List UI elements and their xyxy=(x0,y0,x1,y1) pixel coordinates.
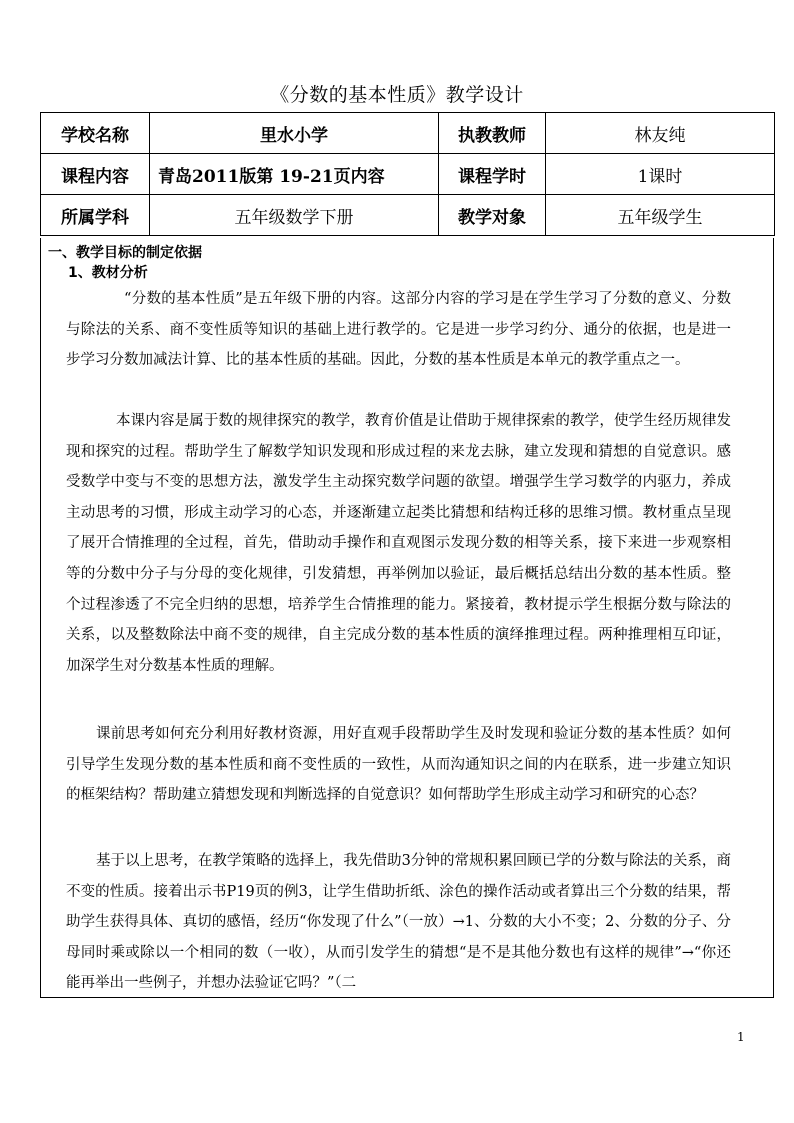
value-teacher: 林友纯 xyxy=(546,113,775,154)
paragraph-1: “分数的基本性质”是五年级下册的内容。这部分内容的学习是在学生学习了分数的意义、分数与除法的关系、商不变性质等知识的基础上进行教学的。它是进一步学习约分、通分的依据，也是进一步学习分数加减法计算、比的基本性质的基础。因此，分数的基本性质是本单元的教学重点之一。 xyxy=(66,291,731,369)
label-subject: 所属学科 xyxy=(41,195,150,236)
info-table xyxy=(40,112,775,236)
label-school: 学校名称 xyxy=(41,113,150,154)
label-hours: 课程学时 xyxy=(439,154,546,195)
paragraph-3: 课前思考如何充分利用好教材资源，用好直观手段帮助学生及时发现和验证分数的基本性质？如何引导学生发现分数的基本性质和商不变性质的一致性，从而沟通知识之间的内在联系，进一步建立知识的框架结构？帮助建立猜想发现和判断选择的自觉意识？如何帮助学生形成主动学习和研究的心态？ xyxy=(66,726,731,804)
document-title: 《分数的基本性质》教学设计 xyxy=(270,84,524,106)
table-row xyxy=(41,113,775,154)
value-hours: 1课时 xyxy=(546,154,775,195)
paragraph-2: 本课内容是属于数的规律探究的教学，教育价值是让借助于规律探索的教学，使学生经历规律发现和探究的过程。帮助学生了解数学知识发现和形成过程的来龙去脉，建立发现和猜想的自觉意识。感受数学中变与不变的思想方法，激发学生主动探究数学问题的欲望。增强学生学习数学的内驱力，养成主动思考的习惯，形成主动学习的心态，并逐渐建立起类比猜想和结构迁移的思维习惯。教材重点呈现了展开合情推理的全过程，首先，借助动手操作和直观图示发现分数的相等关系，接下来进一步观察相等的分数中分子与分母的变化规律，引发猜想，再举例加以验证，最后概括总结出分数的基本性质。整个过程渗透了不完全归纳的思想，培养学生合情推理的能力。紧接着，教材提示学生根据分数与除法的关系，以及整数除法中商不变的规律，自主完成分数的基本性质的演绎推理过程。两种推理相互印证，加深学生对分数基本性质的理解。 xyxy=(66,413,731,674)
label-teacher: 执教教师 xyxy=(439,113,546,154)
subsection-heading: 1、教材分析 xyxy=(68,265,148,281)
value-school: 里水小学 xyxy=(150,113,439,154)
table-row xyxy=(41,154,775,195)
label-audience: 教学对象 xyxy=(439,195,546,236)
value-subject: 五年级数学下册 xyxy=(150,195,439,236)
value-content: 青岛2011版第 19-21页内容 xyxy=(150,154,439,195)
value-audience: 五年级学生 xyxy=(546,195,775,236)
label-content: 课程内容 xyxy=(41,154,150,195)
paragraph-4: 基于以上思考，在教学策略的选择上，我先借助3分钟的常规积累回顾已学的分数与除法的关系，商不变的性质。接着出示书P19页的例3，让学生借助折纸、涂色的操作活动或者算出三个分数的结果，帮助学生获得具体、真切的感悟，经历“你发现了什么”（一放）→1、分数的大小不变；2、分数的分子、分母同时乘或除以一个相同的数（一收），从而引发学生的猜想“是不是其他分数也有这样的规律”→“你还能再举出一些例子，并想办法验证它吗？”（二 xyxy=(66,853,731,992)
page-number: 1 xyxy=(737,1030,745,1044)
table-row xyxy=(41,195,775,236)
section-heading: 一、教学目标的制定依据 xyxy=(48,245,202,261)
